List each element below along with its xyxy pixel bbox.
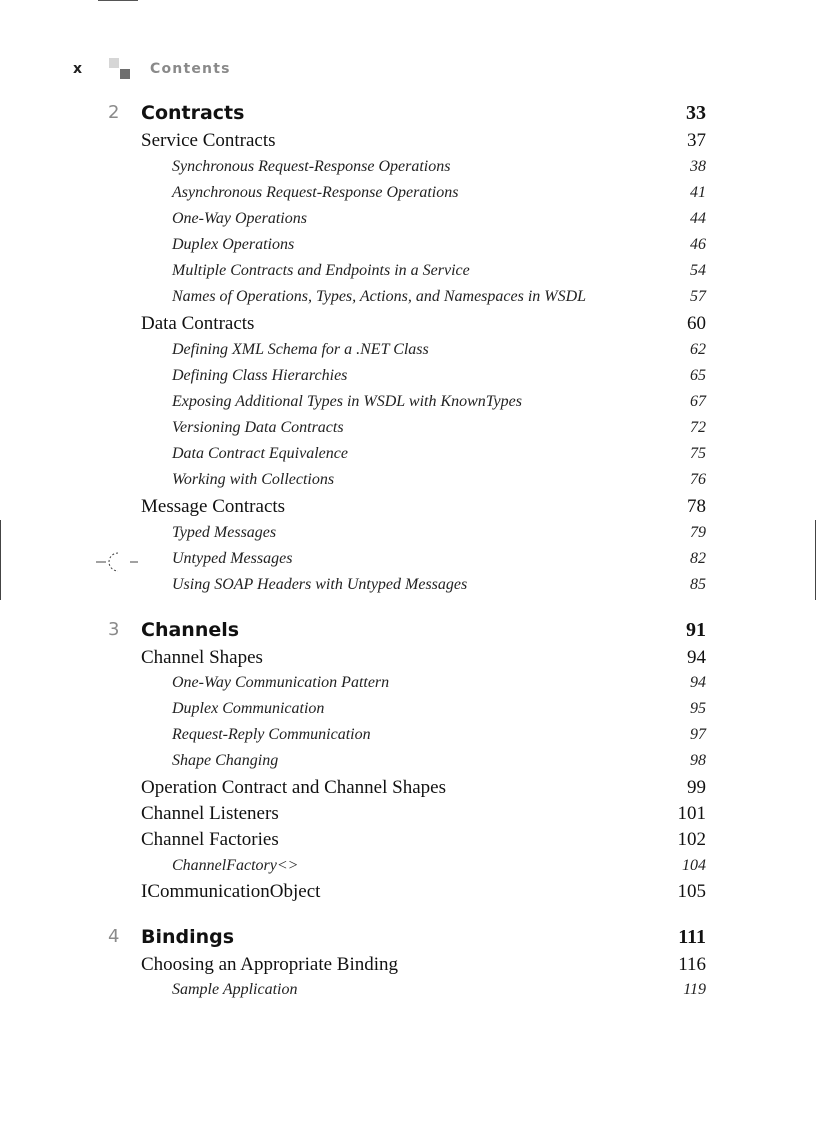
subsection-title: Asynchronous Request-Response Operations: [172, 184, 459, 201]
subsection-page: 62: [690, 341, 706, 358]
section-page: 102: [677, 829, 706, 850]
subsection-page: 67: [690, 393, 706, 410]
section-title: Channel Listeners: [141, 803, 279, 824]
subsection-title: Defining Class Hierarchies: [172, 367, 348, 384]
chapter-number: 2: [108, 102, 120, 123]
section-title: Message Contracts: [141, 496, 286, 517]
running-header: [0, 58, 816, 82]
subsection-page: 57: [690, 288, 706, 305]
subsection-page: 75: [690, 445, 706, 462]
top-crop-rule: [98, 0, 138, 1]
subsection-page: 72: [690, 419, 706, 436]
left-margin-mark: [0, 520, 1, 600]
subsection-page: 104: [682, 857, 706, 874]
subsection-page: 119: [683, 981, 706, 998]
contents-squares-icon: [109, 58, 131, 80]
subsection-title: Request-Reply Communication: [172, 726, 371, 743]
subsection-title: Shape Changing: [172, 752, 279, 769]
chapter-page: 111: [678, 926, 706, 948]
running-head-title: Contents: [150, 61, 231, 77]
section-title: Channel Shapes: [141, 647, 263, 668]
section-title: Channel Factories: [141, 829, 279, 850]
subsection-title: Multiple Contracts and Endpoints in a Service: [172, 262, 470, 279]
subsection-title: Exposing Additional Types in WSDL with KnownTypes: [172, 393, 522, 410]
chapter-page: 33: [686, 102, 706, 124]
chapter-number: 3: [108, 619, 120, 640]
section-page: 105: [677, 881, 706, 902]
subsection-title: ChannelFactory<>: [172, 857, 299, 874]
subsection-title: Duplex Communication: [172, 700, 325, 717]
chapter-entry[interactable]: [0, 926, 816, 952]
chapter-entry[interactable]: [0, 619, 816, 645]
chapter-page: 91: [686, 619, 706, 641]
subsection-page: 97: [690, 726, 706, 743]
subsection-page: 94: [690, 674, 706, 691]
subsection-title: Duplex Operations: [172, 236, 295, 253]
section-page: 94: [687, 647, 706, 668]
section-title: Service Contracts: [141, 130, 276, 151]
subsection-page: 79: [690, 524, 706, 541]
chapter-title: Bindings: [141, 926, 235, 948]
subsection-page: 95: [690, 700, 706, 717]
section-page: 37: [687, 130, 706, 151]
subsection-title: Working with Collections: [172, 471, 335, 488]
subsection-title: Sample Application: [172, 981, 298, 998]
subsection-page: 38: [690, 158, 706, 175]
section-title: Choosing an Appropriate Binding: [141, 954, 399, 975]
subsection-title: Synchronous Request-Response Operations: [172, 158, 451, 175]
subsection-page: 85: [690, 576, 706, 593]
section-page: 60: [687, 313, 706, 334]
chapter-number: 4: [108, 926, 120, 947]
registration-mark-icon: [96, 549, 140, 575]
subsection-page: 54: [690, 262, 706, 279]
subsection-title: Names of Operations, Types, Actions, and Namespaces in WSDL: [172, 288, 587, 305]
subsection-title: Defining XML Schema for a .NET Class: [172, 341, 429, 358]
subsection-page: 44: [690, 210, 706, 227]
subsection-title: Untyped Messages: [172, 550, 293, 567]
section-page: 78: [687, 496, 706, 517]
page-number: x: [73, 61, 83, 77]
chapter-title: Contracts: [141, 102, 245, 124]
subsection-title: Data Contract Equivalence: [172, 445, 348, 462]
subsection-title: Using SOAP Headers with Untyped Messages: [172, 576, 468, 593]
section-page: 99: [687, 777, 706, 798]
subsection-page: 46: [690, 236, 706, 253]
subsection-title: Typed Messages: [172, 524, 277, 541]
section-title: Data Contracts: [141, 313, 255, 334]
subsection-page: 98: [690, 752, 706, 769]
subsection-title: One-Way Operations: [172, 210, 307, 227]
subsection-title: One-Way Communication Pattern: [172, 674, 390, 691]
subsection-page: 82: [690, 550, 706, 567]
section-page: 116: [678, 954, 706, 975]
subsection-title: Versioning Data Contracts: [172, 419, 344, 436]
subsection-page: 65: [690, 367, 706, 384]
chapter-entry[interactable]: [0, 102, 816, 128]
subsection-page: 41: [690, 184, 706, 201]
section-title: ICommunicationObject: [141, 881, 321, 902]
section-title: Operation Contract and Channel Shapes: [141, 777, 446, 798]
subsection-page: 76: [690, 471, 706, 488]
section-page: 101: [677, 803, 706, 824]
chapter-title: Channels: [141, 619, 240, 641]
